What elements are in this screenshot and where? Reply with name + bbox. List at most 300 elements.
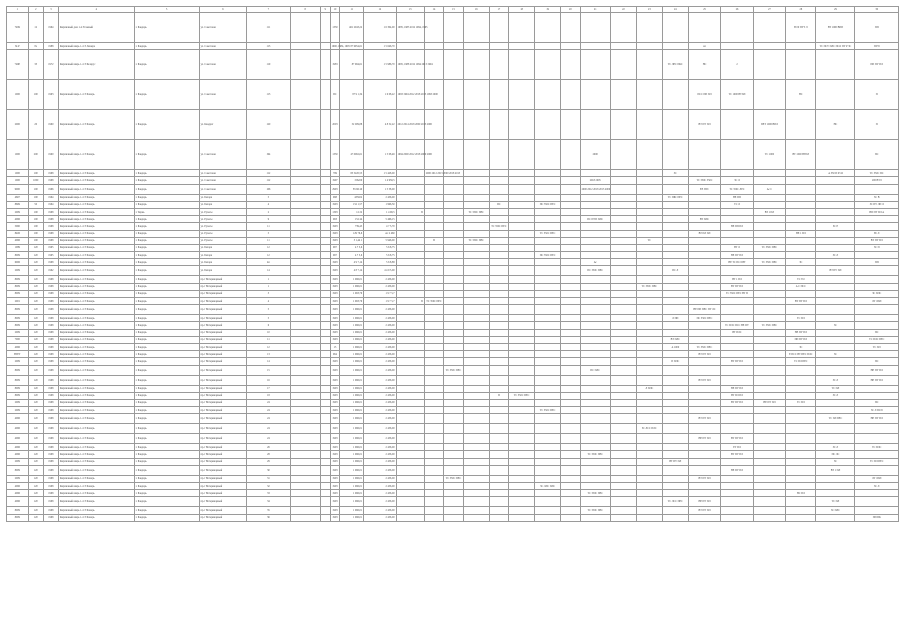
table-cell: 1968 <box>43 507 58 514</box>
table-cell: 1993 <box>330 230 340 237</box>
table-cell <box>721 315 753 322</box>
table-cell: ЛТ ЛПЛ <box>855 475 899 482</box>
table-cell <box>509 290 535 297</box>
table-cell: 15 <box>330 343 340 350</box>
table-cell <box>290 375 320 385</box>
table-cell <box>535 283 561 290</box>
column-header: 20 <box>561 7 580 13</box>
table-cell <box>290 358 320 365</box>
table-cell <box>688 237 720 244</box>
table-cell <box>444 343 463 350</box>
table-cell <box>290 259 320 266</box>
table-cell <box>855 283 899 290</box>
table-cell <box>721 208 753 215</box>
table-cell <box>580 444 610 451</box>
table-cell: Кирпичный ширь 1-4 Э Бомарь <box>58 444 134 451</box>
table-cell <box>509 514 535 521</box>
table-cell <box>855 490 899 497</box>
table-cell <box>855 216 899 223</box>
table-cell <box>561 365 580 375</box>
table-cell <box>816 237 855 244</box>
table-cell <box>610 322 636 329</box>
table-cell: НЕ ПУ ПЛ <box>688 434 720 444</box>
table-cell <box>320 252 330 259</box>
table-cell: ПС <box>855 329 899 336</box>
table-cell: ТС ТО <box>786 276 816 283</box>
table-cell <box>535 216 561 223</box>
table-cell <box>610 305 636 315</box>
table-cell <box>580 276 610 283</box>
table-cell <box>580 392 610 399</box>
table-cell: НЕ ПП ПЛ <box>721 223 753 230</box>
table-cell <box>320 407 330 414</box>
table-cell: пр-т Ветеринарный <box>199 451 247 458</box>
table-cell: 1968 <box>43 514 58 521</box>
table-cell: 113 <box>247 43 290 50</box>
table-cell: 152 44 <box>340 216 364 223</box>
table-cell <box>753 290 785 297</box>
table-cell: ВТ ПЛ ПЛ <box>688 230 720 237</box>
table-cell: 85 66 40 <box>340 184 364 194</box>
table-cell <box>561 110 580 140</box>
table-cell: пр-т Ветеринарный <box>199 483 247 490</box>
table-cell: г. Бандарь <box>134 315 199 322</box>
table-cell <box>610 170 636 177</box>
table-cell: 5 466,15 <box>364 216 396 223</box>
table-cell <box>489 483 508 490</box>
table-cell <box>320 177 330 184</box>
table-cell <box>463 315 489 322</box>
table-cell <box>753 475 785 482</box>
table-row <box>7 399 899 406</box>
table-cell <box>463 110 489 140</box>
table-cell: 156220 <box>340 177 364 184</box>
column-header: 30 <box>855 7 899 13</box>
table-cell <box>662 507 688 514</box>
table-cell <box>396 259 424 266</box>
table-cell: ВТ 1000 ВТПЛ <box>786 140 816 170</box>
table-cell <box>489 365 508 375</box>
table-cell: 87 9 1,34 <box>340 80 364 110</box>
table-cell <box>290 50 320 80</box>
table-cell: 1 996,01 <box>340 365 364 375</box>
table-cell <box>662 208 688 215</box>
table-cell: г. Бандарь <box>134 290 199 297</box>
table-cell <box>463 385 489 392</box>
table-cell: 1000 <box>28 177 43 184</box>
table-cell: 749Р <box>7 50 29 80</box>
table-cell <box>489 184 508 194</box>
table-cell: 1000 <box>7 140 29 170</box>
table-cell <box>688 244 720 251</box>
table-cell <box>636 50 662 80</box>
table-cell: Кирпичный ширь 1-4 Э Бомарь <box>58 201 134 208</box>
table-cell <box>786 244 816 251</box>
table-cell: пр-т Ветеринарный <box>199 315 247 322</box>
table-cell: г. Бандарь <box>134 365 199 375</box>
table-cell <box>816 184 855 194</box>
table-cell: 8406 <box>7 230 29 237</box>
table-cell <box>396 315 424 322</box>
table-cell: ЗС Л <box>816 392 855 399</box>
table-cell: 461 2043,22 <box>340 13 364 43</box>
table-cell: 120 <box>28 465 43 475</box>
table-cell: г. Бандарь <box>134 444 199 451</box>
table-cell: 4 7 5,6 <box>340 252 364 259</box>
table-cell: 112 <box>247 170 290 177</box>
column-header: 12 <box>364 7 396 13</box>
table-cell <box>489 434 508 444</box>
table-cell: пр-т Ветеринарный <box>199 283 247 290</box>
table-cell: 1 5 646,70 <box>364 43 396 50</box>
table-cell: 5 6 8,88 <box>364 259 396 266</box>
table-cell: Кирпичный ширь 1-4 Э Бомарь <box>58 266 134 276</box>
table-cell <box>786 483 816 490</box>
table-cell <box>489 290 508 297</box>
table-cell <box>786 392 816 399</box>
table-cell: 1960 <box>43 110 58 140</box>
table-cell: ВТ ПУ ПЛ <box>855 237 899 244</box>
table-cell: ПС ПУП ПЛС <box>580 216 610 223</box>
table-cell: Кирпичный ширь 1-4 Э Бомарь <box>58 194 134 201</box>
table-cell: 8009 <box>7 392 29 399</box>
table-cell <box>561 298 580 305</box>
table-cell <box>636 43 662 50</box>
table-cell <box>610 497 636 507</box>
table-cell <box>509 110 535 140</box>
table-cell <box>636 276 662 283</box>
table-cell: ВП ПУ ПЛ А <box>855 208 899 215</box>
table-cell: 87 994,61 <box>340 50 364 80</box>
table-cell: пр-т Ветеринарный <box>199 444 247 451</box>
table-cell <box>535 514 561 521</box>
table-cell <box>855 507 899 514</box>
table-cell <box>509 266 535 276</box>
table-cell <box>489 13 508 43</box>
table-cell: ПС 350С ПЕС <box>535 201 561 208</box>
table-cell <box>721 343 753 350</box>
table-cell <box>489 259 508 266</box>
table-cell <box>636 507 662 514</box>
table-cell <box>396 451 424 458</box>
table-cell <box>580 424 610 434</box>
table-cell: 1993 <box>330 490 340 497</box>
table-cell <box>610 201 636 208</box>
table-cell: ВТ 1 ПЛ <box>721 276 753 283</box>
table-cell: 2 456,00 <box>364 336 396 343</box>
table-cell <box>753 414 785 424</box>
table-cell: г. Бандарь <box>134 336 199 343</box>
column-header: 18 <box>509 7 535 13</box>
table-cell <box>561 230 580 237</box>
table-cell: Кирпичный ширь 1-4 Э Бомарь <box>58 276 134 283</box>
table-cell: Кирпичный ширь 1-4 Э Бомарь <box>58 458 134 465</box>
table-cell <box>753 451 785 458</box>
table-cell <box>396 184 424 194</box>
table-cell <box>509 497 535 507</box>
table-cell: г. Бандарь <box>134 201 199 208</box>
table-cell: 1 996,01 <box>340 399 364 406</box>
table-cell <box>662 230 688 237</box>
table-cell <box>610 252 636 259</box>
table-cell: ТС 350С ПЕС <box>636 283 662 290</box>
table-cell <box>753 177 785 184</box>
table-cell: 1 <box>247 283 290 290</box>
table-cell <box>535 358 561 365</box>
table-cell <box>721 458 753 465</box>
table-cell <box>444 201 463 208</box>
table-cell <box>753 305 785 315</box>
table-cell <box>580 13 610 43</box>
table-cell: г. Бандарь <box>134 80 199 110</box>
table-cell <box>753 194 785 201</box>
table-cell <box>636 208 662 215</box>
table-cell <box>561 424 580 434</box>
table-cell <box>610 490 636 497</box>
table-cell: 120 <box>28 283 43 290</box>
table-cell <box>424 329 443 336</box>
table-cell <box>753 80 785 110</box>
table-cell: 2009 <box>7 266 29 276</box>
table-cell <box>535 375 561 385</box>
table-cell <box>662 375 688 385</box>
table-cell: ЗС <box>816 322 855 329</box>
table-cell: 120 <box>28 305 43 315</box>
table-cell <box>396 336 424 343</box>
table-cell <box>636 223 662 230</box>
table-cell <box>463 414 489 424</box>
table-cell: Кирпичный ширь 1-4 Э Бомарь <box>58 283 134 290</box>
table-cell <box>610 50 636 80</box>
table-cell: 120 <box>28 358 43 365</box>
table-cell: 1 4 06,5 <box>364 208 396 215</box>
table-cell: 2009 <box>7 458 29 465</box>
table-cell: 1 996,01 <box>340 385 364 392</box>
table-cell: ТС ПЛ <box>816 497 855 507</box>
table-cell <box>290 329 320 336</box>
table-cell <box>610 177 636 184</box>
table-cell <box>662 490 688 497</box>
table-cell <box>786 194 816 201</box>
table-cell <box>610 385 636 392</box>
table-cell: Ас С <box>753 184 785 194</box>
table-cell <box>636 399 662 406</box>
table-cell <box>662 414 688 424</box>
table-cell: 120 <box>28 276 43 283</box>
table-cell: Ас 2 460 <box>364 230 396 237</box>
table-cell <box>561 465 580 475</box>
table-cell <box>396 201 424 208</box>
table-cell: пр-т Ветеринарный <box>199 392 247 399</box>
table-cell: 4066 <box>7 343 29 350</box>
table-cell <box>509 252 535 259</box>
table-cell <box>396 351 424 358</box>
table-cell: 1995 <box>43 252 58 259</box>
table-cell <box>509 283 535 290</box>
table-cell: г. Бандарь <box>134 434 199 444</box>
table-cell: 1993 <box>330 414 340 424</box>
table-cell <box>786 216 816 223</box>
table-cell <box>424 208 443 215</box>
table-cell: 2 <box>721 50 753 80</box>
table-cell <box>463 184 489 194</box>
table-cell <box>535 399 561 406</box>
table-cell <box>688 208 720 215</box>
table-cell <box>535 290 561 297</box>
table-cell: 2009 <box>7 475 29 482</box>
table-cell <box>855 451 899 458</box>
table-row <box>7 50 899 80</box>
table-row <box>7 110 899 140</box>
table-cell: ПС 350С ПЕС <box>580 266 610 276</box>
table-cell <box>396 365 424 375</box>
table-cell <box>561 458 580 465</box>
table-cell <box>489 216 508 223</box>
table-body <box>7 13 899 522</box>
table-cell: 1 996,01 <box>340 276 364 283</box>
table-cell <box>535 336 561 343</box>
table-cell <box>816 343 855 350</box>
table-cell <box>580 223 610 230</box>
table-cell: 120 <box>28 343 43 350</box>
table-cell <box>444 259 463 266</box>
table-cell <box>816 276 855 283</box>
table-cell <box>535 237 561 244</box>
table-cell: г. Бандарь <box>134 375 199 385</box>
table-cell: НС ПЛ <box>786 490 816 497</box>
table-cell <box>580 414 610 424</box>
table-cell <box>561 336 580 343</box>
table-cell: 120 <box>28 444 43 451</box>
table-cell: 1 996,01 <box>340 434 364 444</box>
table-cell: 1997 <box>330 177 340 184</box>
table-cell <box>561 43 580 50</box>
table-cell: г. Бандарь <box>134 407 199 414</box>
table-cell <box>721 216 753 223</box>
table-cell: 1968 <box>43 276 58 283</box>
table-cell <box>688 365 720 375</box>
table-cell <box>320 414 330 424</box>
table-cell: Кирпичный ширь 1-4 Э Бомарь <box>58 424 134 434</box>
table-cell: 964 <box>330 351 340 358</box>
table-cell: ЗС Л <box>816 444 855 451</box>
table-cell <box>489 351 508 358</box>
table-cell <box>509 458 535 465</box>
table-cell <box>509 490 535 497</box>
table-cell: г. Бандарь <box>134 276 199 283</box>
table-cell <box>580 230 610 237</box>
table-cell <box>816 230 855 237</box>
table-cell: ПЕТ 1000 ВПЛ <box>753 110 785 140</box>
table-cell: Е ПСС ВТ ПЕС ПЛС <box>786 351 816 358</box>
table-cell: Ас <box>688 43 720 50</box>
table-cell <box>396 305 424 315</box>
table-cell: ПС <box>330 80 340 110</box>
table-cell: ВТ 1000 ВПП <box>816 13 855 43</box>
table-cell <box>636 140 662 170</box>
table-cell: ТС 350С ПЕС <box>444 475 463 482</box>
table-cell: 4066 <box>7 237 29 244</box>
table-cell <box>610 230 636 237</box>
table-cell <box>396 483 424 490</box>
table-cell <box>320 343 330 350</box>
table-cell <box>535 298 561 305</box>
table-cell <box>636 375 662 385</box>
table-cell <box>320 110 330 140</box>
table-cell <box>509 424 535 434</box>
table-cell <box>662 351 688 358</box>
table-cell: Кирпичный ширь 1-4 Э Бомарь <box>58 305 134 315</box>
table-cell <box>662 216 688 223</box>
table-cell: 1993 1994 2012 2018 2013 1993 2000 <box>396 80 424 110</box>
table-cell: пр-т Ветеринарный <box>199 322 247 329</box>
table-cell <box>535 259 561 266</box>
table-cell: 100 <box>28 237 43 244</box>
table-cell: Кирпичный дом 1-4 Этажный <box>58 13 134 43</box>
table-cell <box>424 216 443 223</box>
table-cell: ЗС <box>816 351 855 358</box>
table-cell <box>753 283 785 290</box>
table-cell <box>721 414 753 424</box>
table-cell <box>855 424 899 434</box>
table-cell <box>855 385 899 392</box>
table-cell: 35 <box>247 507 290 514</box>
table-cell <box>636 315 662 322</box>
table-cell: 1968 <box>43 177 58 184</box>
table-cell <box>535 475 561 482</box>
table-cell: 8s <box>28 43 43 50</box>
table-cell <box>688 252 720 259</box>
table-cell <box>688 170 720 177</box>
table-cell <box>396 465 424 475</box>
table-cell <box>753 329 785 336</box>
table-cell: Кирпичный ширь 1-4 Э Бомарь <box>58 434 134 444</box>
table-cell <box>688 290 720 297</box>
table-cell: 1995 <box>43 244 58 251</box>
table-cell <box>636 434 662 444</box>
table-cell: 4667 <box>7 194 29 201</box>
table-cell <box>396 507 424 514</box>
table-cell: НЕ ПУ ПЛ <box>721 465 753 475</box>
table-cell: г. Бандарь <box>134 230 199 237</box>
table-cell: ВТ ПУ ПЛ <box>662 458 688 465</box>
table-cell <box>662 259 688 266</box>
table-cell: Кирпичный ширь 1-4 Э Бомарь <box>58 329 134 336</box>
table-cell <box>753 201 785 208</box>
table-cell <box>636 290 662 297</box>
table-cell <box>320 305 330 315</box>
table-cell: 2 456,00 <box>364 407 396 414</box>
table-cell: 33 <box>28 50 43 80</box>
table-cell: 1968 <box>43 465 58 475</box>
table-row <box>7 424 899 434</box>
table-cell <box>636 365 662 375</box>
table-cell: 1968 <box>43 458 58 465</box>
table-cell <box>509 407 535 414</box>
table-cell: 1 996,01 <box>340 322 364 329</box>
table-cell: г. Бандарь <box>134 514 199 521</box>
table-cell: г. Бандарь <box>134 424 199 434</box>
table-cell: 2 456,00 <box>364 283 396 290</box>
table-cell: 119 <box>247 50 290 80</box>
table-cell: ТС 350С ПЕС <box>535 230 561 237</box>
table-cell <box>535 490 561 497</box>
table-cell: 1968 <box>43 475 58 482</box>
table-cell <box>320 208 330 215</box>
table-cell <box>816 490 855 497</box>
table-cell <box>662 514 688 521</box>
table-cell <box>753 514 785 521</box>
